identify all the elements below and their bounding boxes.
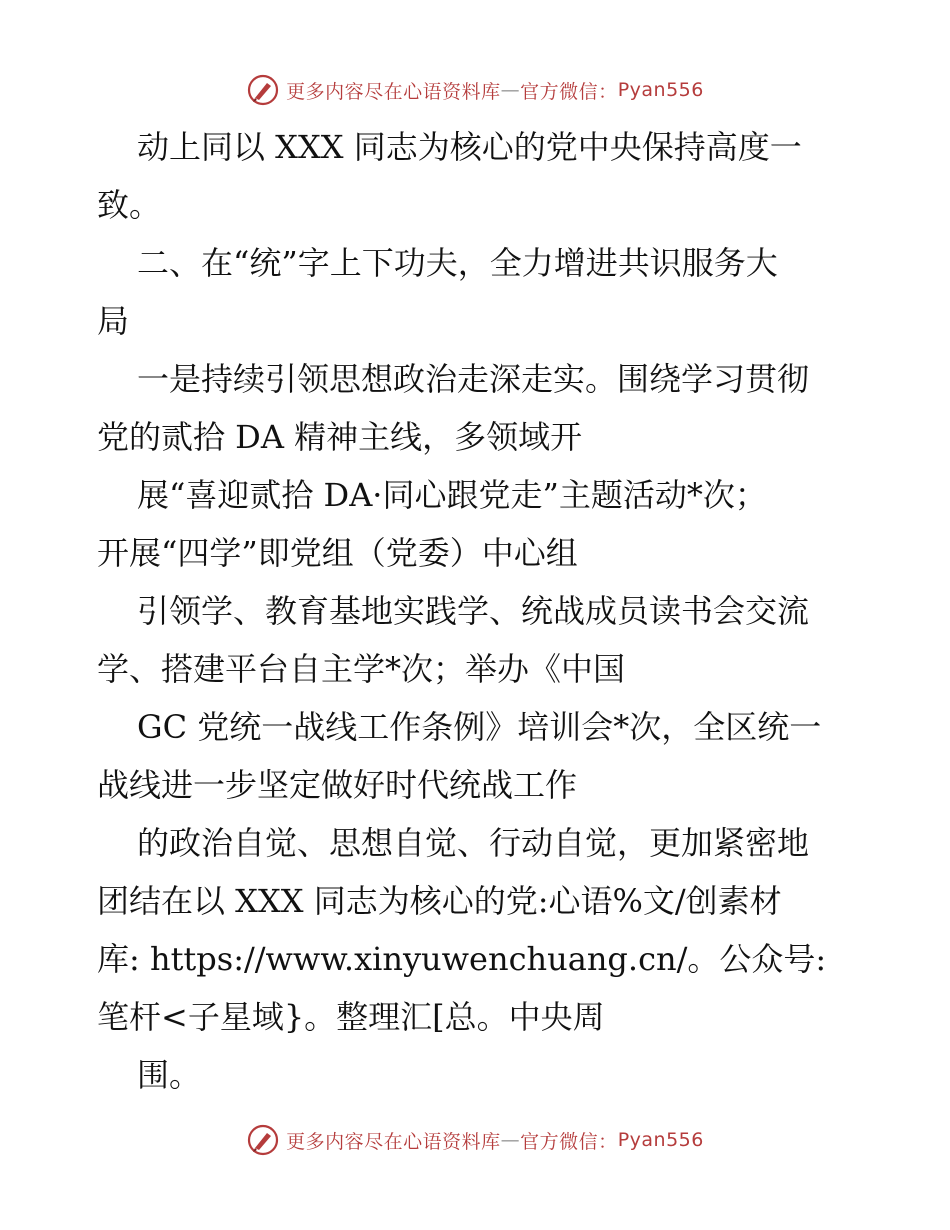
text-line: 一是持续引领思想政治走深走实。围绕学习贯彻 (137, 360, 810, 398)
text-line: 引领学、教育基地实践学、统战成员读书会交流 (137, 592, 810, 630)
banner-suffix: 官方微信： (520, 1130, 618, 1153)
text-line: 笔杆<子星域}。整理汇[总。中央周 (97, 998, 605, 1036)
footer-watermark-banner (0, 1120, 950, 1160)
pen-logo-icon (246, 1123, 280, 1157)
text-line: 致。 (97, 186, 162, 224)
banner-text: 更多内容尽在心语资料库 (286, 80, 501, 103)
document-body (97, 118, 857, 1104)
banner-separator: — (500, 1129, 521, 1151)
text-line: 二、在“统”字上下功夫，全力增进共识服务大 (137, 244, 778, 282)
text-line: 党的贰拾 DA 精神主线，多领域开 (97, 418, 583, 456)
text-line: 局 (97, 302, 130, 340)
banner-handle: Pyan556 (617, 1129, 704, 1151)
text-line: 学、搭建平台自主学*次；举办《中国 (97, 650, 626, 688)
text-line: 动上同以 XXX 同志为核心的党中央保持高度一 (137, 128, 802, 166)
banner-suffix: 官方微信： (520, 80, 618, 103)
text-line: 的政治自觉、思想自觉、行动自觉，更加紧密地 (137, 824, 810, 862)
banner-handle: Pyan556 (617, 79, 704, 101)
text-line: GC 党统一战线工作条例》培训会*次，全区统一 (137, 708, 822, 746)
text-line: 战线进一步坚定做好时代统战工作 (97, 766, 578, 804)
text-line: 库: https://www.xinyuwenchuang.cn/。公众号: (97, 940, 827, 978)
header-watermark-banner (0, 70, 950, 110)
pen-logo-icon (246, 73, 280, 107)
text-line: 团结在以 XXX 同志为核心的党:心语%文/创素材 (97, 882, 782, 920)
banner-text: 更多内容尽在心语资料库 (286, 1130, 501, 1153)
text-line: 围。 (137, 1056, 202, 1094)
text-line: 开展“四学”即党组（党委）中心组 (97, 534, 578, 572)
text-line: 展“喜迎贰拾 DA·同心跟党走”主题活动*次； (137, 476, 767, 514)
banner-separator: — (500, 79, 521, 101)
